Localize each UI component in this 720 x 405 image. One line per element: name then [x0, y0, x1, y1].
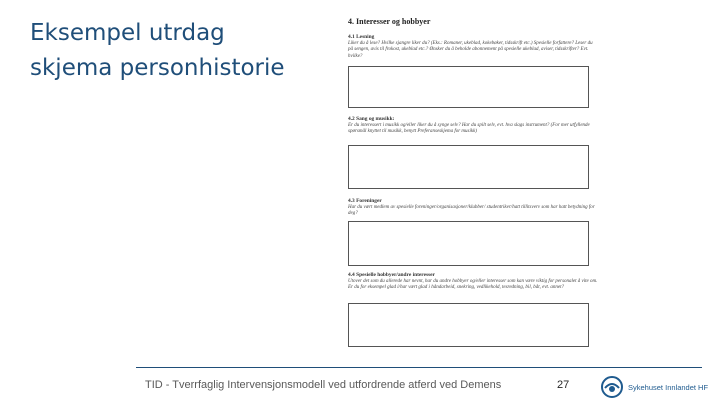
- section-question: Har du vært medlem av spesielle foreninger/organisasjoner/klubber/ studentriker/hatt tillitsverv som har hatt betydning for deg?: [348, 205, 595, 217]
- section-title: 4.4 Spesielle hobbyer/andre interesser: [348, 272, 435, 278]
- form-heading: 4. Interesser og hobbyer: [348, 17, 431, 26]
- section-question: Utover det som du allerede har nevnt, har du andre hobbyer og/eller interesser som kan være viktig for personalet å vite om. Er du for eksempel glad i/har vært glad i håndarbeid, snekring, vedlikehold, tesredning, bil, båt, evt. annet?: [348, 279, 598, 291]
- slide-title-line-1: Eksempel utrdag: [30, 20, 225, 46]
- page-number: 27: [557, 379, 570, 391]
- logo-icon: [600, 375, 624, 399]
- logo: [600, 375, 710, 399]
- section-question: Er du interessert i musikk og/eller liker du å synge selv? Har du spilt selv, evt. hva slags instrument? (For mer utfyllende spørsmål knyttet til musikk, benytt Preferanseskjema for musikk): [348, 123, 590, 135]
- section-question: Liker du å lese? Hvilke sjangre liker du? (Eks.: Romaner, ukeblad, kokebøker, tidsskrift etc.) Spesielle forfattere? Leser du på sengen, avis til frokost, ukeblad etc.? Ønsker du å beholde abonnement på spesielle ukeblad, aviser, tidsskrifter? Evt. hvilke?: [348, 41, 593, 59]
- footer-text: TID - Tverrfaglig Intervensjonsmodell ved utfordrende atferd ved Demens: [145, 379, 502, 391]
- form-section-hobbies: [348, 272, 598, 292]
- logo-text: Sykehuset Innlandet HF: [628, 382, 709, 392]
- form-section-associations: [348, 198, 598, 218]
- form-section-music: [348, 116, 598, 136]
- form-section-reading: [348, 34, 598, 60]
- section-title: 4.2 Sang og musikk:: [348, 116, 395, 122]
- section-title: 4.3 Foreninger: [348, 198, 382, 204]
- slide-title-line-2: skjema personhistorie: [30, 55, 285, 81]
- form-image: [343, 12, 603, 352]
- answer-box-music: [348, 145, 589, 189]
- answer-box-reading: [348, 66, 589, 108]
- footer-rule: [136, 367, 702, 368]
- slide-title: [30, 16, 320, 86]
- answer-box-hobbies: [348, 303, 589, 347]
- answer-box-associations: [348, 221, 589, 266]
- section-title: 4.1 Lesning: [348, 34, 375, 40]
